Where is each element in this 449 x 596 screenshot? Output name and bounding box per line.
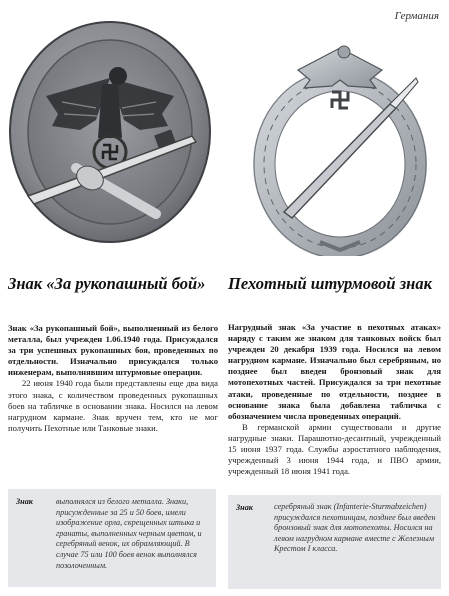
close-combat-badge-image [6,18,214,246]
infantry-assault-paragraph-1: Нагрудный знак «За участие в пехотных атаках» наряду с таким же знаком для танковых войск был учрежден 20 декабря 1939 года. Носился на левом нагрудном кармане. Изначально был серебряным, но позднее был введен бронзовый знак для мотопехотных частей. Присуждался за три пехотные атаки, проведенные по отдельности, позднее в основание знака была добавлена табличка с обозначением числа проведенных операций. [228,322,441,421]
infantry-assault-badge-title: Пехотный штурмовой знак [228,274,432,293]
infantry-assault-badge-image [240,36,440,256]
close-combat-clasp-article [8,323,218,434]
info-box-text: выполнялся из белого металла. Знаки, присужденные за 25 и 50 боев, имели изображение орла, скрещенных штыка и гранаты, выполненных черным цветом, и серебряный венок, их обрамляющий. В случае 75 или 100 боев венок выполнялся позолоченным. [56,497,202,570]
close-combat-paragraph-1: Знак «За рукопашный бой», выполненный из белого металла, был учрежден 1.06.1940 года. Присуждался за три успешных рукопашных боя, проведенных по отдельности. Изначально присуждался только инженерам, выполнявшим штурмовые операции. [8,323,218,378]
info-box-text: серебряный знак (Infanterie-Sturmabzeichen) присуждался пехотинцам, позднее был введен бронзовый знак для мотопехоты. Носился на левом нагрудном кармане вместе с Железным Крестом I класса. [274,502,436,554]
info-box-label: Знак [16,497,33,506]
close-combat-clasp-title: Знак «За рукопашный бой» [8,274,206,293]
infantry-assault-article [228,322,441,477]
section-header: Германия [394,10,439,22]
infantry-assault-paragraph-2: В германской армии существовали и другие нагрудные знаки. Парашютно-десантный, учрежденный 15 июня 1937 года. Службы аэростатного наблюдения, учрежденный 3 июня 1944 года, и ПВО армии, учрежденный 18 июня 1941 года. [228,421,441,477]
infantry-assault-info-box [228,495,441,589]
close-combat-paragraph-2: 22 июня 1940 года были представлены еще два вида этого знака, с количеством проведенных рукопашных боев на табличке в основании знака. Носился на левом нагрудном кармане. Знак вручен тем, кто не мог получить Пехотные или Танковые знаки. [8,378,218,433]
info-box-label: Знак [236,503,253,512]
close-combat-info-box [8,489,216,587]
